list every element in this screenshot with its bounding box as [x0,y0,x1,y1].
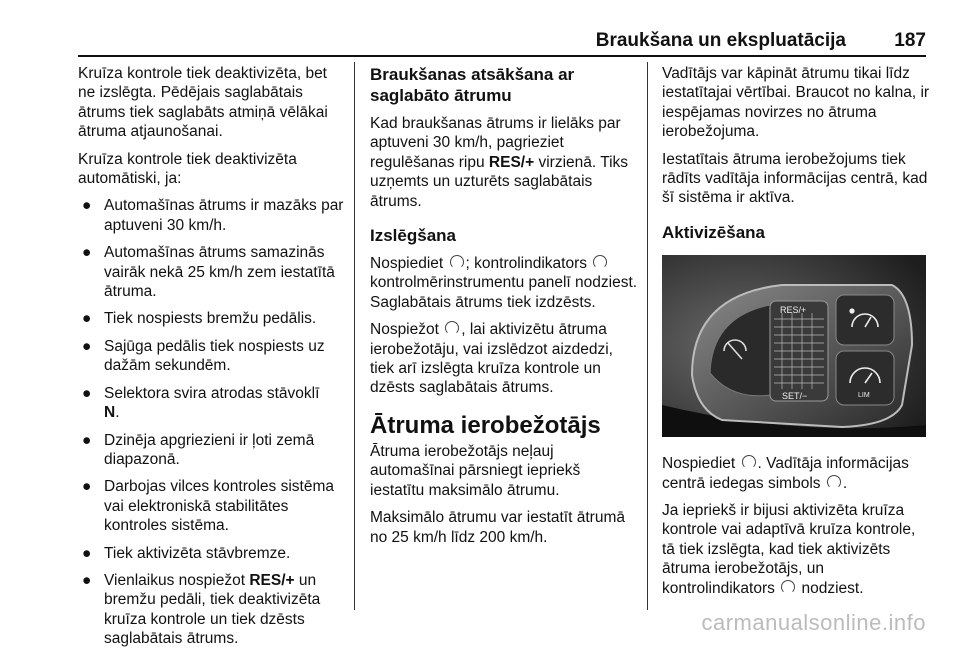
set-label: SET/− [782,390,808,401]
column-2 [370,64,638,555]
paragraph: Iestatītais ātruma ierobežojums tiek rādīts vadītāja informācijas centrā, kad šī sistēma ir aktīva. [662,150,928,207]
speed-limiter-icon [742,455,756,469]
column-3 [662,64,930,606]
list-item: ● Tiek nospiests bremžu pedālis. [82,310,317,328]
list-item: ● Sajūga pedālis tiek nospiests uz dažām sekundēm. [82,337,325,375]
deactivation-list [78,196,346,648]
list-item: ● Automašīnas ātrums samazinās vairāk nekā 25 km/h zem iestatītā ātruma. [82,244,335,301]
list-item: ● Dzinēja apgriezieni ir ļoti zemā diapazonā. [82,431,315,468]
bullet-icon: ● [82,431,92,449]
list-item: ● Darbojas vilces kontroles sistēma vai elektroniskā stabilitātes kontroles sistēma. [82,478,335,535]
bullet-icon: ● [82,571,92,589]
bullet-icon: ● [82,544,92,562]
paragraph: Kruīza kontrole tiek deaktivizēta automātiski, ja: [78,150,297,188]
paragraph: Nospiežot , lai aktivizētu ātruma ierobežotāju, vai izslēdzot aizdedzi, tiek arī izslēgta kruīza kontrole un dzēsts saglabātais ātrums. [370,321,613,397]
list-item: ● Selektora svira atrodas stāvoklī N. [82,384,320,422]
cruise-control-icon [450,255,464,269]
header-rule [78,55,926,57]
speed-limiter-icon [445,321,459,335]
paragraph: Ja iepriekš ir bijusi aktivizēta kruīza kontrole vai adaptīvā kruīza kontrole, tā tiek izslēgta, kad tiek aktivizēts ātruma ierobežotājs, un kontrolindikators nodziest. [662,502,916,597]
section-title: Braukšana un ekspluatācija [595,30,846,51]
res-label: RES/+ [780,304,807,315]
bullet-icon: ● [82,478,92,496]
page-header [78,30,926,54]
bullet-icon: ● [82,384,92,402]
column-divider-1 [354,62,355,610]
paragraph: Kad braukšanas ātrums ir lielāks par aptuveni 30 km/h, pagrieziet regulēšanas ripu RES/+ virzienā. Tiks uzņemts un uzturēts saglabātais ātrums. [370,115,629,210]
paragraph: Vadītājs var kāpināt ātrumu tikai līdz iestatītajai vērtībai. Braucot no kalna, ir iespējamas novirzes no ātruma ierobežojuma. [662,65,930,141]
paragraph: Nospiediet ; kontrolindikators kontrolmērinstrumentu panelī nodziest. Saglabātais ātrums tiek izdzēsts. [370,255,638,311]
heading-limiter: Ātruma ierobežotājs [370,411,601,439]
bullet-icon: ● [82,197,92,215]
cruise-control-icon [781,580,795,594]
list-item: ● Automašīnas ātrums ir mazāks par aptuveni 30 km/h. [82,197,344,234]
paragraph: Maksimālo ātrumu var iestatīt ātrumā no 25 km/h līdz 200 km/h. [370,509,625,546]
bullet-icon: ● [82,310,92,328]
paragraph: Ātruma ierobežotājs neļauj automašīnai pārsniegt iepriekš iestatītu maksimālo ātrumu. [370,442,581,499]
heading-activate: Aktivizēšana [662,222,765,242]
list-item: ● Vienlaikus nospiežot RES/+ un bremžu pedāli, tiek deaktivizēta kruīza kontrole un tiek dzēsts saglabātais ātrums. [82,571,321,648]
page-number: 187 [894,30,926,51]
column-divider-2 [647,62,648,610]
cruise-button [836,295,894,345]
column-1 [78,64,346,657]
steering-wheel-controls-photo [662,255,926,437]
list-item: ● Tiek aktivizēta stāvbremze. [82,544,291,562]
paragraph: Nospiediet . Vadītāja informācijas centrā iedegas simbols . [662,455,909,492]
bullet-icon: ● [82,337,92,355]
speed-limiter-icon [827,475,841,489]
bullet-icon: ● [82,244,92,262]
heading-resume: Braukšanas atsākšana ar saglabāto ātrumu [370,65,575,105]
paragraph: Kruīza kontrole tiek deaktivizēta, bet ne izslēgta. Pēdējais saglabātais ātrums tiek saglabāts atmiņā vēlākai ātruma atjaunošanai. [78,65,328,141]
watermark: carmanualsonline.info [701,610,926,635]
cruise-control-icon [593,255,607,269]
lim-label: LIM [858,391,870,399]
heading-off: Izslēgšana [370,226,456,246]
